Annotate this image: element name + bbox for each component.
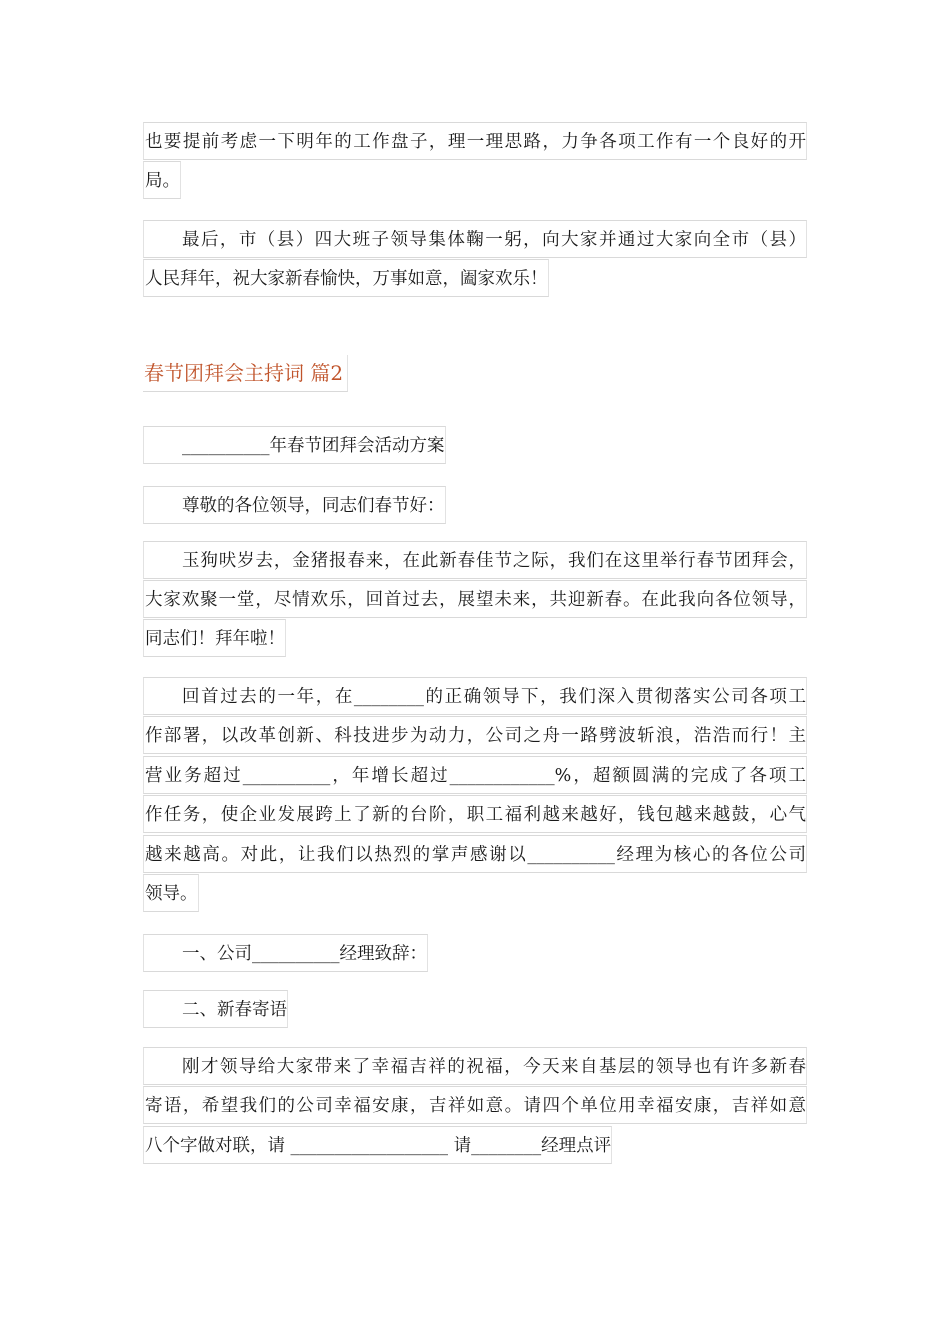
- paragraph-line: 玉狗吠岁去，金猪报春来，在此新春佳节之际，我们在这里举行春节团拜会，: [143, 541, 807, 579]
- list-item: 一、公司__________经理致辞：: [143, 934, 428, 972]
- paragraph-line: 作部署，以改革创新、科技进步为动力，公司之舟一路劈波斩浪，浩浩而行！主: [143, 716, 807, 754]
- paragraph-line: 同志们！拜年啦！: [143, 619, 286, 657]
- section-heading: 春节团拜会主持词 篇2: [143, 355, 348, 392]
- paragraph-line: 最后，市（县）四大班子领导集体鞠一躬，向大家并通过大家向全市（县）: [143, 220, 807, 258]
- paragraph-line: 越来越高。对此，让我们以热烈的掌声感谢以__________经理为核心的各位公司: [143, 835, 807, 873]
- paragraph-line: 作任务，使企业发展跨上了新的台阶，职工福利越来越好，钱包越来越鼓，心气: [143, 795, 807, 833]
- paragraph-line: 也要提前考虑一下明年的工作盘子，理一理思路，力争各项工作有一个良好的开: [143, 122, 807, 160]
- paragraph-line: 寄语，希望我们的公司幸福安康，吉祥如意。请四个单位用幸福安康，吉祥如意: [143, 1086, 807, 1124]
- list-item: 二、新春寄语: [143, 990, 288, 1028]
- paragraph-line: 八个字做对联，请 __________________ 请________经理点评: [143, 1126, 612, 1164]
- paragraph-line: 局。: [143, 161, 181, 199]
- paragraph-line: 刚才领导给大家带来了幸福吉祥的祝福，今天来自基层的领导也有许多新春: [143, 1047, 807, 1085]
- paragraph-line: 回首过去的一年，在________的正确领导下，我们深入贯彻落实公司各项工: [143, 677, 807, 715]
- paragraph-line: 人民拜年，祝大家新春愉快，万事如意，阖家欢乐！: [143, 259, 549, 297]
- paragraph-line: 大家欢聚一堂，尽情欢乐，回首过去，展望未来，共迎新春。在此我向各位领导，: [143, 580, 807, 618]
- greeting-line: 尊敬的各位领导，同志们春节好：: [143, 486, 446, 524]
- paragraph-line: 领导。: [143, 874, 199, 912]
- plan-title: __________年春节团拜会活动方案: [143, 426, 446, 464]
- paragraph-line: 营业务超过__________，年增长超过____________%，超额圆满的完成了各项工: [143, 756, 807, 794]
